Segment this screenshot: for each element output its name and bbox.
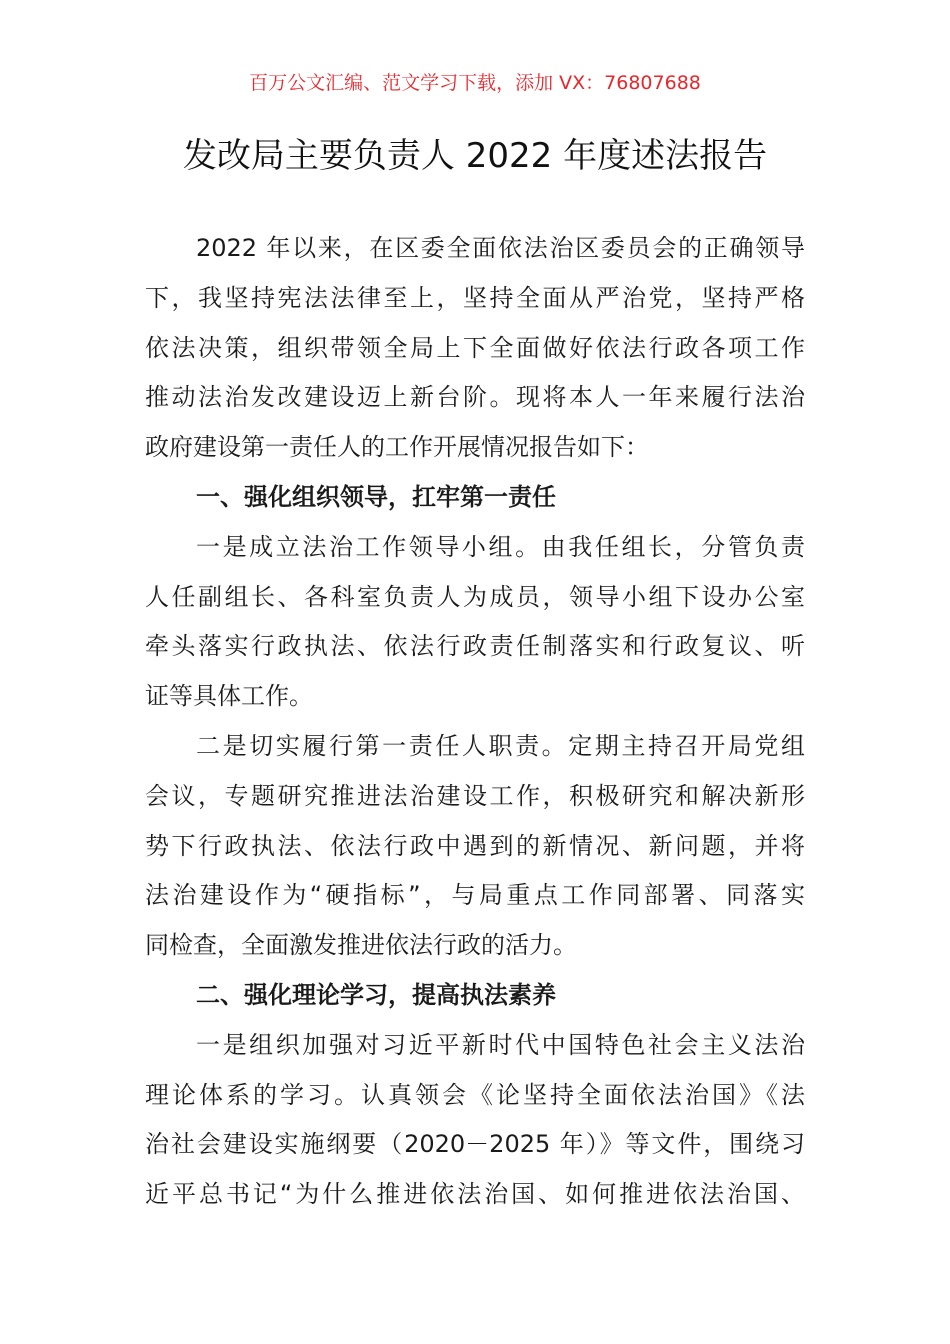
section-heading: 一、强化组织领导，扛牢第一责任	[196, 482, 556, 511]
paragraph-line: 一是成立法治工作领导小组。由我任组长，分管负责	[196, 532, 805, 561]
paragraph-line: 一是组织加强对习近平新时代中国特色社会主义法治	[196, 1030, 805, 1059]
paragraph-line: 会议，专题研究推进法治建设工作，积极研究和解决新形	[145, 781, 805, 810]
paragraph-line: 治社会建设实施纲要（2020－2025 年）》等文件，围绕习	[145, 1130, 805, 1159]
document-body	[145, 224, 805, 1220]
paragraph-line: 人任副组长、各科室负责人为成员，领导小组下设办公室	[145, 582, 805, 611]
paragraph-line: 推动法治发改建设迈上新台阶。现将本人一年来履行法治	[145, 383, 805, 412]
paragraph-line: 同检查，全面激发推进依法行政的活力。	[145, 931, 577, 960]
paragraph-line: 证等具体工作。	[145, 682, 313, 711]
paragraph-line: 势下行政执法、依法行政中遇到的新情况、新问题，并将	[145, 831, 805, 860]
document-title: 发改局主要负责人 2022 年度述法报告	[182, 136, 768, 176]
paragraph-line: 法治建设作为“硬指标”，与局重点工作同部署、同落实	[145, 881, 805, 910]
paragraph-line: 理论体系的学习。认真领会《论坚持全面依法治国》《法	[145, 1080, 805, 1109]
paragraph-line: 2022 年以来，在区委全面依法治区委员会的正确领导	[196, 234, 805, 262]
paragraph-line: 牵头落实行政执法、依法行政责任制落实和行政复议、听	[145, 632, 805, 661]
paragraph-line: 近平总书记“为什么推进依法治国、如何推进依法治国、	[145, 1180, 805, 1209]
paragraph-line: 二是切实履行第一责任人职责。定期主持召开局党组	[196, 731, 805, 760]
paragraph-line: 政府建设第一责任人的工作开展情况报告如下：	[145, 433, 649, 462]
section-heading: 二、强化理论学习，提高执法素养	[196, 980, 556, 1009]
paragraph-line: 下，我坚持宪法法律至上，坚持全面从严治党，坚持严格	[145, 283, 805, 312]
watermark-header: 百万公文汇编、范文学习下载，添加 VX：76807688	[249, 72, 701, 94]
paragraph-line: 依法决策，组织带领全局上下全面做好依法行政各项工作	[145, 333, 805, 362]
